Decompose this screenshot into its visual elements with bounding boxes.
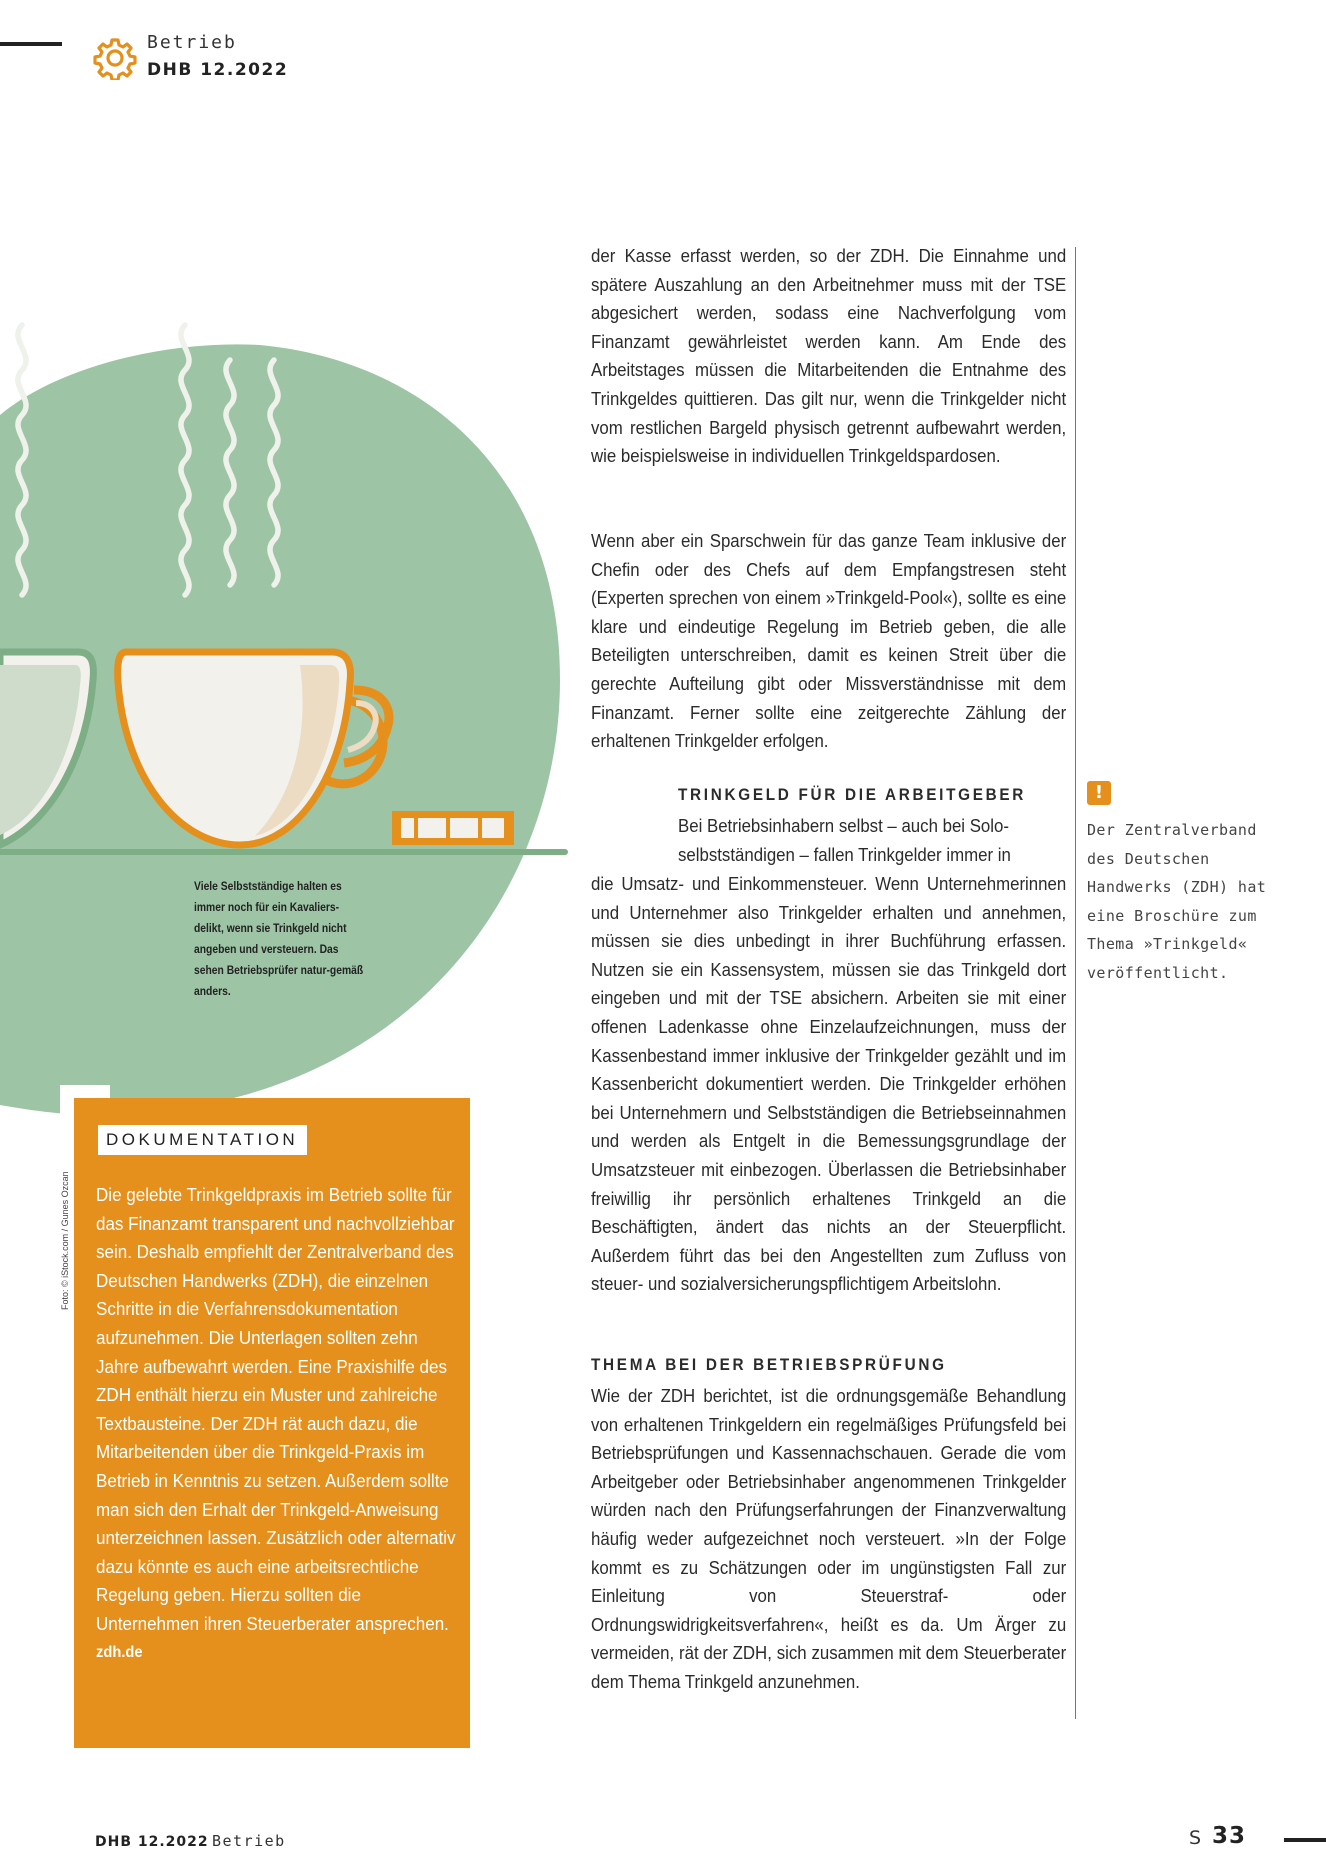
paragraph-2: Wenn aber ein Sparschwein für das ganze Team inklusive der Chefin oder des Chefs auf dem Empfangstresen steht (Experten sprechen von einem »Trinkgeld-Pool«), sollte es eine klare und eindeutige Regelung im Betrieb geben, die alle Beteiligten unterschreiben, damit es keinen Streit über die gerechte Aufteilung gibt oder Missverständnisse mit dem Finanzamt. Ferner sollte eine zeitgerechte Zählung der erhaltenen Trinkgelder erfolgen. — [591, 530, 1067, 752]
column-divider — [1075, 247, 1076, 1719]
paragraph-1: der Kasse erfasst werden, so der ZDH. Die Einnahme und spätere Auszahlung an den Arbeitnehmer muss mit der TSE abgesichert werden, sodass eine Nachverfolgung vom Finanzamt gewährleistet werden kann. Am Ende des Arbeitstages müssen die Mitarbeitenden die Entnahme des Trinkgeldes quittieren. Das gilt nur, wenn die Trinkgelder nicht vom restlichen Bargeld physisch getrennt aufbewahrt werden, wie beispielsweise in individuellen Trinkgeldspardosen. — [591, 245, 1067, 467]
heading-arbeitgeber: TRINKGELD FÜR DIE ARBEITGEBER — [678, 785, 1027, 804]
header-rule — [0, 42, 62, 46]
footer-issue: DHB 12.2022 — [95, 1834, 209, 1850]
paragraph-3: die Umsatz- und Einkommensteuer. Wenn Unternehmerinnen und Unternehmer also Trinkgelder erhalten und annehmen, müssen sie dies unbedingt in ihrer Buchführung erfassen. Nutzen sie ein Kassensystem, müssen sie das Trinkgeld dort eingeben und mit der TSE absichern. Arbeiten sie mit einer offenen Ladenkasse ohne Einzelaufzeichnungen, muss der Kassenbestand immer inklusive der Trinkgelder gezählt und im Kassenbericht dokumentiert werden. Die Trinkgelder erhöhen bei Unternehmern und Selbstständigen die Betriebseinnahmen und werden als Entgelt in die Bemessungsgrundlage der Umsatzsteuer mit einbezogen. Überlassen die Betriebsinhaber freiwillig ihr persönlich erhaltenes Trinkgeld an die Beschäftigten, ändert das nichts an der Steuerpflicht. Außerdem führt das bei den Angestellten zum Zufluss von steuer- und sozialversicherungspflichtigem Arbeitslohn. — [591, 873, 1067, 1295]
sidenote-text: Der Zentralverband des Deutschen Handwerks (ZDH) hat eine Broschüre zum Thema »Trinkgeld« veröffentlicht. — [1087, 821, 1267, 982]
box-text — [96, 1181, 457, 1667]
header-issue: DHB 12.2022 — [147, 60, 289, 80]
zdh-link[interactable]: zdh.de — [96, 1643, 143, 1661]
exclamation-icon: ! — [1087, 781, 1111, 805]
footer-rule — [1284, 1838, 1326, 1842]
page-number: 33 — [1212, 1823, 1247, 1849]
box-title: DOKUMENTATION — [98, 1125, 307, 1155]
photo-credit: Foto: © iStock.com / Gunes Ozcan — [60, 1171, 70, 1310]
image-caption: Viele Selbstständige halten es immer noch für ein Kavaliers-delikt, wenn sie Trinkgeld nicht angeben und versteuern. Das sehen Betriebsprüfer natur-gemäß anders. — [194, 879, 364, 998]
documentation-box — [74, 1098, 470, 1748]
paragraph-4: Wie der ZDH berichtet, ist die ordnungsgemäße Behandlung von erhaltenen Trinkgeldern ein regelmäßiges Prüfungsfeld bei Betriebsprüfungen und Kassennachschauen. Gerade die vom Arbeitgeber oder Betriebsinhaber angenommenen Trinkgelder würden nach den Prüfungserfahrungen der Finanzverwaltung häufig weder aufgezeichnet noch versteuert. »In der Folge kommt es zu Schätzungen oder im ungünstigsten Fall zur Einleitung von Steuerstraf- oder Ordnungswidrigkeitsverfahren«, heißt es da. Um Ärger zu vermeiden, rät der ZDH, sich zusammen mit dem Steuerberater dem Thema Trinkgeld anzunehmen. — [591, 1385, 1067, 1692]
footer-section: Betrieb — [212, 1832, 286, 1850]
gear-icon — [93, 36, 137, 80]
heading-betriebspruefung: THEMA BEI DER BETRIEBSPRÜFUNG — [591, 1355, 947, 1374]
header-section: Betrieb — [147, 32, 237, 53]
sugar-stick — [392, 811, 514, 845]
page-prefix: S — [1189, 1827, 1202, 1849]
box-body: Die gelebte Trinkgeldpraxis im Betrieb sollte für das Finanzamt transparent und nachvollziehbar sein. Deshalb empfiehlt der Zentralverband des Deutschen Handwerks (ZDH), die einzelnen Schritte in die Verfahrensdokumentation aufzunehmen. Die Unterlagen sollten zehn Jahre aufbewahrt werden. Eine Praxishilfe des ZDH enthält hierzu ein Muster und zahlreiche Textbausteine. Der ZDH rät auch dazu, die Mitarbeitenden über die Trinkgeld-Praxis im Betrieb in Kenntnis zu setzen. Außerdem sollte man sich den Erhalt der Trinkgeld-Anweisung unterzeichnen lassen. Zusätzlich oder alternativ dazu könnte es auch eine arbeitsrechtliche Regelung geben. Hierzu sollten die Unternehmen ihren Steuerberater ansprechen. — [96, 1184, 456, 1634]
paragraph-3-lead: Bei Betriebsinhabern selbst – auch bei Solo-selbstständigen – fallen Trinkgelder immer in — [678, 815, 1011, 865]
